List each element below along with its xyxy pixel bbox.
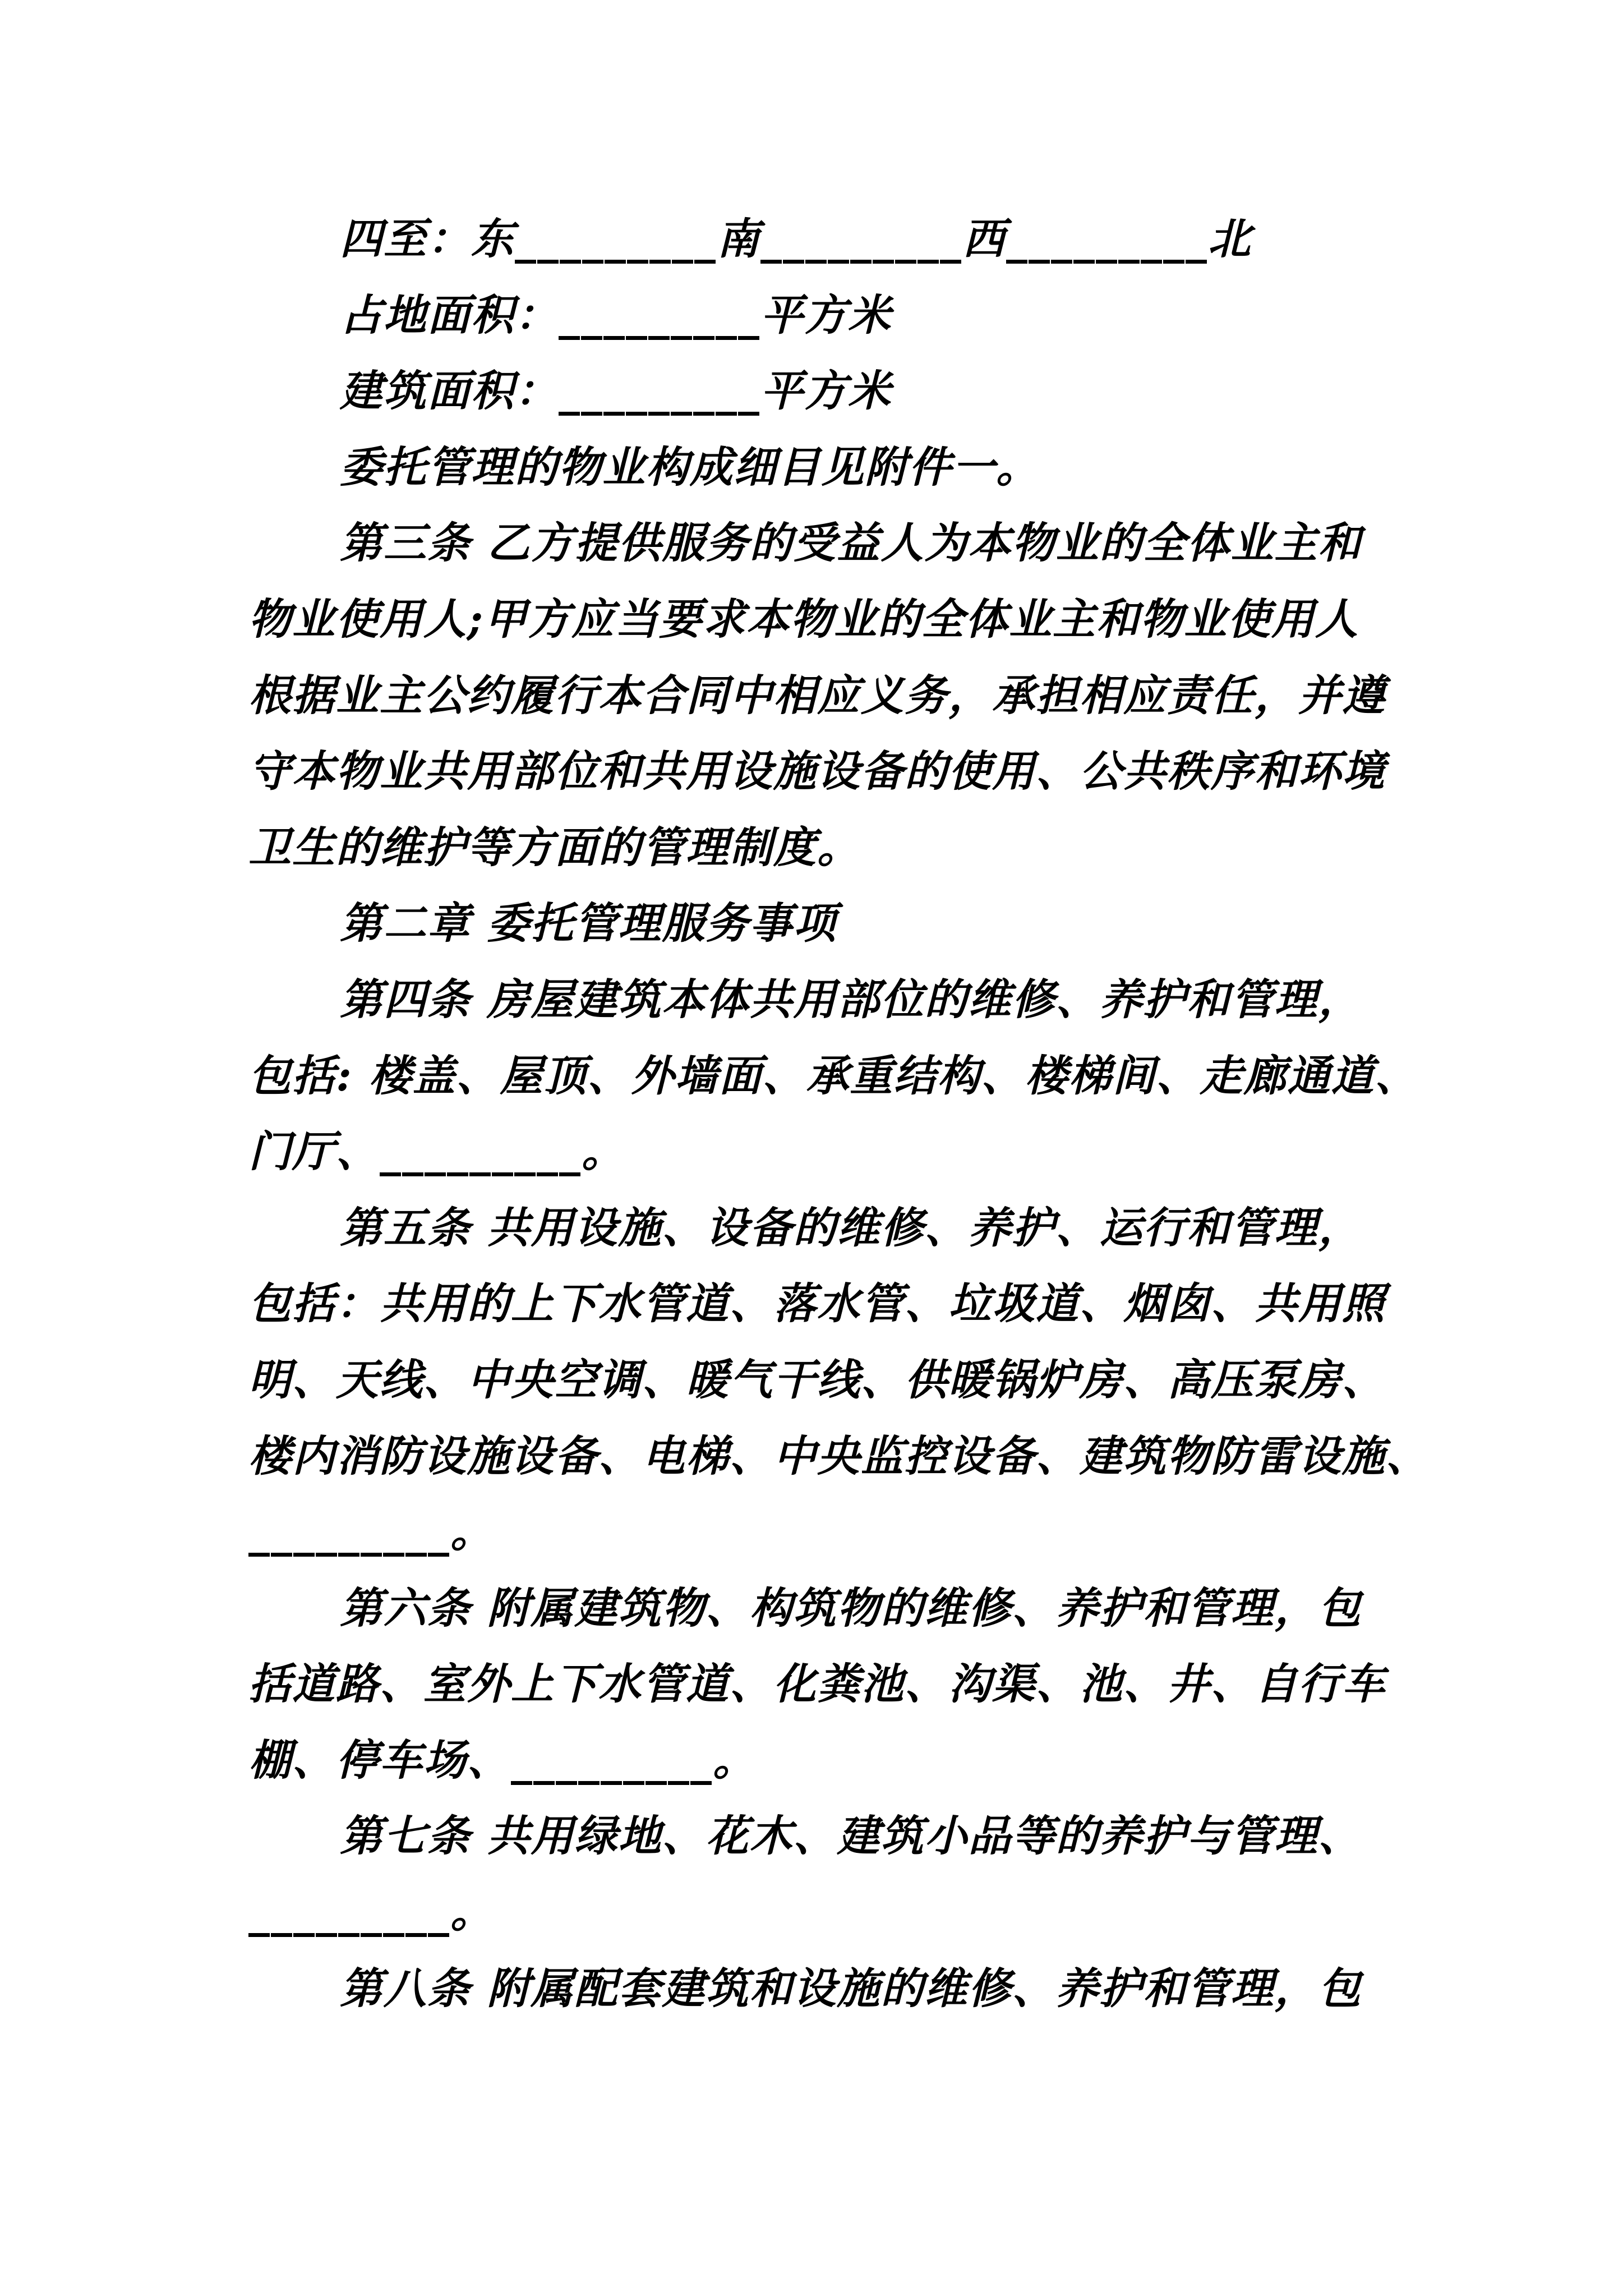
- text-line-attachment-note: 委托管理的物业构成细目见附件一。: [340, 441, 1040, 492]
- text-line-article4-cont-1: 包括: 楼盖、屋顶、外墙面、承重结构、楼梯间、走廊通道、: [248, 1050, 1419, 1101]
- text-line-article3-cont-3: 守本物业共用部位和共用设施设备的使用、公共秩序和环境: [248, 746, 1386, 797]
- text-line-article3-cont-1: 物业使用人;甲方应当要求本物业的全体业主和物业使用人: [248, 593, 1359, 644]
- text-line-chapter2-heading: 第二章 委托管理服务事项: [340, 898, 837, 949]
- text-line-building-area: 建筑面积：_________平方米: [340, 366, 892, 416]
- text-line-article6-start: 第六条 附属建筑物、构筑物的维修、养护和管理，包: [340, 1582, 1362, 1633]
- text-line-article5-blank: _________。: [248, 1507, 494, 1557]
- contract-text-block: [248, 201, 1430, 2026]
- text-line-article5-start: 第五条 共用设施、设备的维修、养护、运行和管理，: [340, 1202, 1362, 1253]
- text-line-article7-start: 第七条 共用绿地、花木、建筑小品等的养护与管理、: [340, 1811, 1362, 1861]
- text-line-article4-start: 第四条 房屋建筑本体共用部位的维修、养护和管理，: [340, 974, 1362, 1024]
- text-line-article5-cont-3: 楼内消防设施设备、电梯、中央监控设备、建筑物防雷设施、: [248, 1430, 1430, 1481]
- text-line-article5-cont-2: 明、天线、中央空调、暖气干线、供暖锅炉房、高压泵房、: [248, 1354, 1386, 1405]
- text-line-article5-cont-1: 包括：共用的上下水管道、落水管、垃圾道、烟囱、共用照: [248, 1278, 1386, 1329]
- text-line-article3-start: 第三条 乙方提供服务的受益人为本物业的全体业主和: [340, 518, 1362, 568]
- text-line-article4-cont-2: 门厅、_________。: [248, 1126, 625, 1177]
- text-line-article8-start: 第八条 附属配套建筑和设施的维修、养护和管理，包: [340, 1963, 1362, 2013]
- text-line-article6-cont-1: 括道路、室外上下水管道、化粪池、沟渠、池、井、自行车: [248, 1659, 1386, 1709]
- text-line-article7-blank: _________。: [248, 1887, 494, 1938]
- text-line-boundaries: 四至：东_________南_________西_________北: [340, 214, 1252, 264]
- text-line-land-area: 占地面积：_________平方米: [340, 289, 892, 340]
- text-line-article3-cont-4: 卫生的维护等方面的管理制度。: [248, 822, 861, 872]
- text-line-article6-cont-2: 棚、停车场、_________。: [248, 1734, 757, 1785]
- text-line-article3-cont-2: 根据业主公约履行本合同中相应义务，承担相应责任，并遵: [248, 670, 1386, 720]
